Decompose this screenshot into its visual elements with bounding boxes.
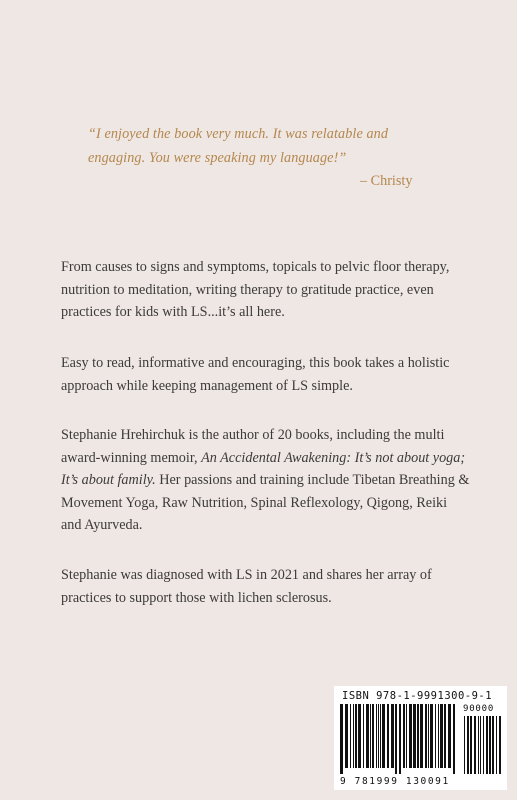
testimonial-author: – Christy <box>360 173 413 189</box>
description-paragraph-1: From causes to signs and symptoms, topicals to pelvic floor therapy, nutrition to meditation, writing therapy to gratitude practice, even practices for kids with LS...it’s all here. <box>61 259 450 320</box>
barcode-digits: 9 781999 130091 <box>340 776 450 787</box>
description-paragraph-2: Easy to read, informative and encouraging, this book takes a holistic approach while keeping management of LS simple. <box>61 355 450 394</box>
author-bio-paragraph <box>61 424 471 537</box>
memoir-title: An Accidental Awakening: It’s not about yoga; It’s about family. <box>61 449 466 488</box>
author-bio-text-before: Stephanie Hrehirchuk is the author of 20 books, including the multi award-winning memoir, <box>61 427 445 466</box>
diagnosis-paragraph: Stephanie was diagnosed with LS in 2021 and shares her array of practices to support those with lichen sclerosus. <box>61 567 432 606</box>
testimonial-quote: “I enjoyed the book very much. It was relatable and engaging. You were speaking my language!” <box>88 126 389 166</box>
author-bio-text-after: Her passions and training include Tibetan Breathing & Movement Yoga, Raw Nutrition, Spinal Reflexology, Qigong, Reiki and Ayurveda. <box>61 472 470 533</box>
barcode-icon <box>336 704 506 776</box>
barcode-addon-digits: 90000 <box>463 704 495 714</box>
isbn-label: ISBN 978-1-9991300-9-1 <box>342 690 493 702</box>
